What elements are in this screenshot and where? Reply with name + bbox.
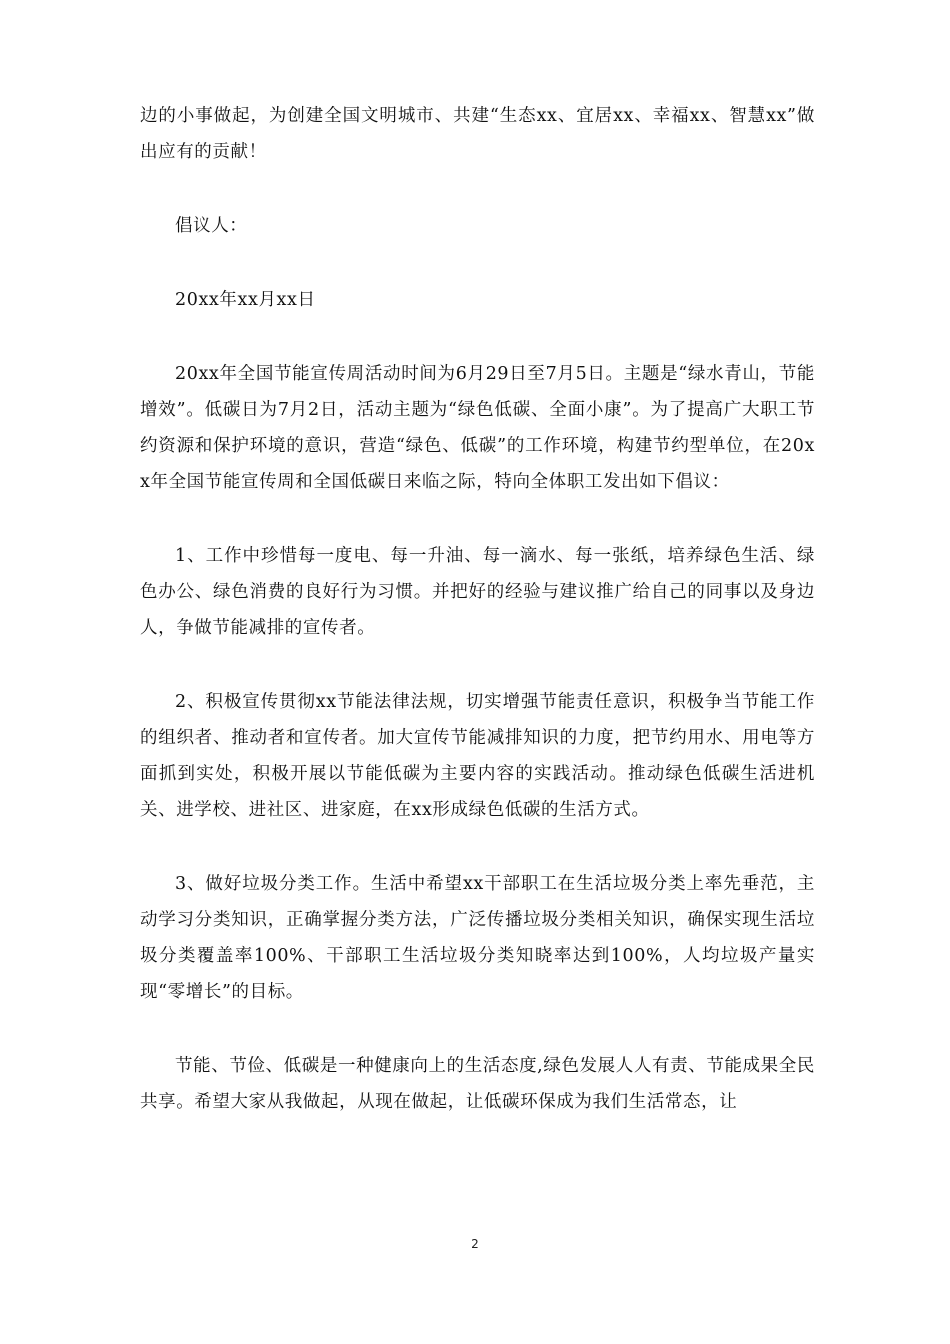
- paragraph-item-3: 3、做好垃圾分类工作。生活中希望xx干部职工在生活垃圾分类上率先垂范，主动学习分类知识，正确掌握分类方法，广泛传播垃圾分类相关知识，确保实现生活垃圾分类覆盖率100%、干部职工生活垃圾分类知晓率达到100%，人均垃圾产量实现“零增长”的目标。: [140, 874, 815, 1002]
- paragraph-date: 20xx年xx月xx日: [175, 290, 316, 310]
- paragraph-intro: 20xx年全国节能宣传周活动时间为6月29日至7月5日。主题是“绿水青山，节能增效”。低碳日为7月2日，活动主题为“绿色低碳、全面小康”。为了提高广大职工节约资源和保护环境的意识，营造“绿色、低碳”的工作环境，构建节约型单位，在20xx年全国节能宣传周和全国低碳日来临之际，特向全体职工发出如下倡议：: [140, 364, 815, 492]
- paragraph-closing: 节能、节俭、低碳是一种健康向上的生活态度,绿色发展人人有责、节能成果全民共享。希望大家从我做起，从现在做起，让低碳环保成为我们生活常态，让: [140, 1056, 815, 1112]
- paragraph-item-2: 2、积极宣传贯彻xx节能法律法规，切实增强节能责任意识，积极争当节能工作的组织者、推动者和宣传者。加大宣传节能减排知识的力度，把节约用水、用电等方面抓到实处，积极开展以节能低碳为主要内容的实践活动。推动绿色低碳生活进机关、进学校、进社区、进家庭，在xx形成绿色低碳的生活方式。: [140, 692, 815, 820]
- page-number: 2: [471, 1237, 479, 1251]
- document-body: [140, 98, 815, 1158]
- paragraph-continuation: 边的小事做起，为创建全国文明城市、共建“生态xx、宜居xx、幸福xx、智慧xx”做出应有的贡献！: [140, 106, 815, 162]
- paragraph-proposer: 倡议人：: [175, 216, 248, 236]
- paragraph-item-1: 1、工作中珍惜每一度电、每一升油、每一滴水、每一张纸，培养绿色生活、绿色办公、绿色消费的良好行为习惯。并把好的经验与建议推广给自己的同事以及身边人，争做节能减排的宣传者。: [140, 546, 815, 638]
